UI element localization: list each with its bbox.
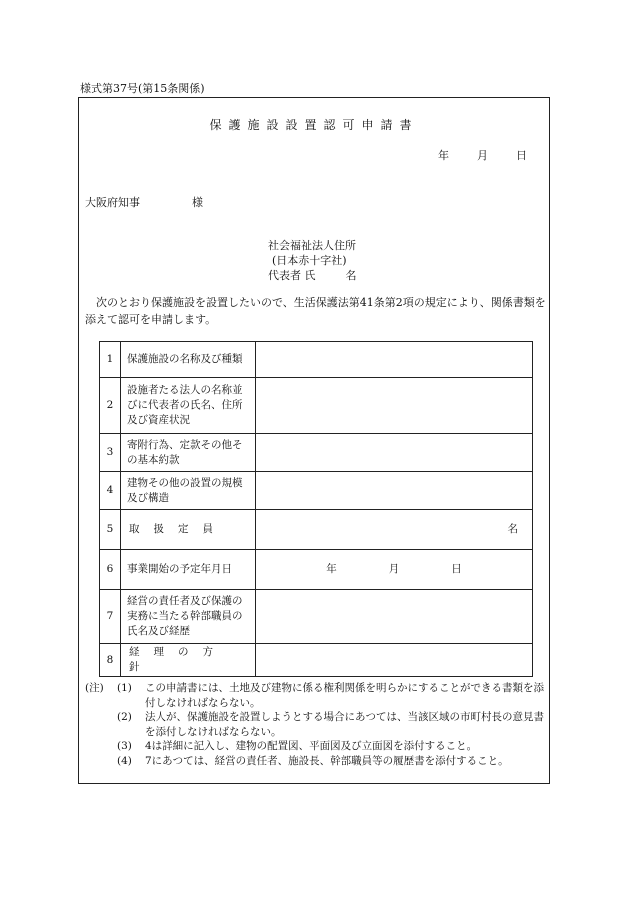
item-value[interactable] <box>256 590 533 644</box>
note-text: 法人が、保護施設を設置しようとする場合にあつては、当該区域の市町村長の意見書を添付しなければならない。 <box>145 711 544 738</box>
note-item <box>85 681 547 710</box>
item-value[interactable] <box>256 644 533 677</box>
start-year: 年 <box>326 563 337 575</box>
item-number: 1 <box>100 342 121 378</box>
item-label: 保護施設の名称及び種類 <box>121 342 256 378</box>
form-title: 保護施設設置認可申請書 <box>209 118 419 132</box>
note-number: (1) <box>117 682 132 694</box>
item-number: 2 <box>100 378 121 434</box>
item-number: 6 <box>100 550 121 590</box>
date-year: 年 <box>438 149 449 162</box>
item-value[interactable] <box>256 434 533 472</box>
notes <box>85 681 547 768</box>
note-text: 7にあつては、経営の責任者、施設長、幹部職員等の履歴書を添付すること。 <box>145 754 509 767</box>
note-number: (3) <box>117 740 132 752</box>
notes-head: (注) <box>85 682 104 694</box>
item-label: 経営の責任者及び保護の実務に当たる幹部職員の氏名及び経歴 <box>121 590 256 644</box>
table-row <box>100 378 533 434</box>
item-value[interactable] <box>256 378 533 434</box>
note-item <box>85 754 547 769</box>
table-row <box>100 434 533 472</box>
table-row <box>100 472 533 510</box>
representative-label: 代表者 氏 <box>268 269 316 282</box>
item-number: 3 <box>100 434 121 472</box>
applicant-corporation: (日本赤十字社) <box>272 254 347 267</box>
item-value[interactable] <box>256 550 533 590</box>
table-row <box>100 510 533 550</box>
item-label: 事業開始の予定年月日 <box>121 550 256 590</box>
table-row <box>100 550 533 590</box>
item-label: 建物その他の設置の規模及び構造 <box>121 472 256 510</box>
applicant-address: 社会福祉法人住所 <box>268 239 356 252</box>
date-day: 日 <box>516 149 527 162</box>
table-row <box>100 342 533 378</box>
items-table <box>99 341 533 677</box>
item-label: 設施者たる法人の名称並びに代表者の氏名、住所及び資産状況 <box>121 378 256 434</box>
item-number: 4 <box>100 472 121 510</box>
date-line <box>438 147 527 163</box>
item-label: 取扱定員 <box>121 510 256 550</box>
note-text: この申請書には、土地及び建物に係る権利関係を明らかにすることができる書類を添付しなければならない。 <box>145 682 544 709</box>
item-number: 8 <box>100 644 121 677</box>
table-row <box>100 644 533 677</box>
date-month: 月 <box>477 149 488 162</box>
start-day: 日 <box>451 563 462 575</box>
note-text: 4は詳細に記入し、建物の配置図、平面図及び立面図を添付すること。 <box>145 740 478 752</box>
note-number: (2) <box>117 711 132 723</box>
table-row <box>100 590 533 644</box>
item-value[interactable] <box>256 472 533 510</box>
start-month: 月 <box>388 563 400 575</box>
form-caption: 様式第37号(第15条関係) <box>80 82 205 95</box>
item-label: 経理の方針 <box>121 644 256 677</box>
intro-text: 次のとおり保護施設を設置したいので、生活保護法第41条第2項の規定により、関係書類を添えて認可を申請します。 <box>85 296 546 326</box>
item-value[interactable]: 名 <box>256 510 533 550</box>
note-number: (4) <box>117 754 132 767</box>
addressee-honorific: 様 <box>192 196 203 209</box>
representative-suffix: 名 <box>345 269 357 282</box>
addressee <box>85 194 203 210</box>
note-item <box>85 710 547 739</box>
item-label: 寄附行為、定款その他その基本約款 <box>121 434 256 472</box>
addressee-name: 大阪府知事 <box>85 196 140 209</box>
note-item <box>85 739 547 754</box>
item-number: 5 <box>100 510 121 550</box>
item-number: 7 <box>100 590 121 644</box>
applicant-representative <box>268 268 357 283</box>
start-date-fields <box>262 562 526 577</box>
application-form <box>78 97 550 784</box>
item-value[interactable] <box>256 342 533 378</box>
applicant-block <box>268 238 357 283</box>
